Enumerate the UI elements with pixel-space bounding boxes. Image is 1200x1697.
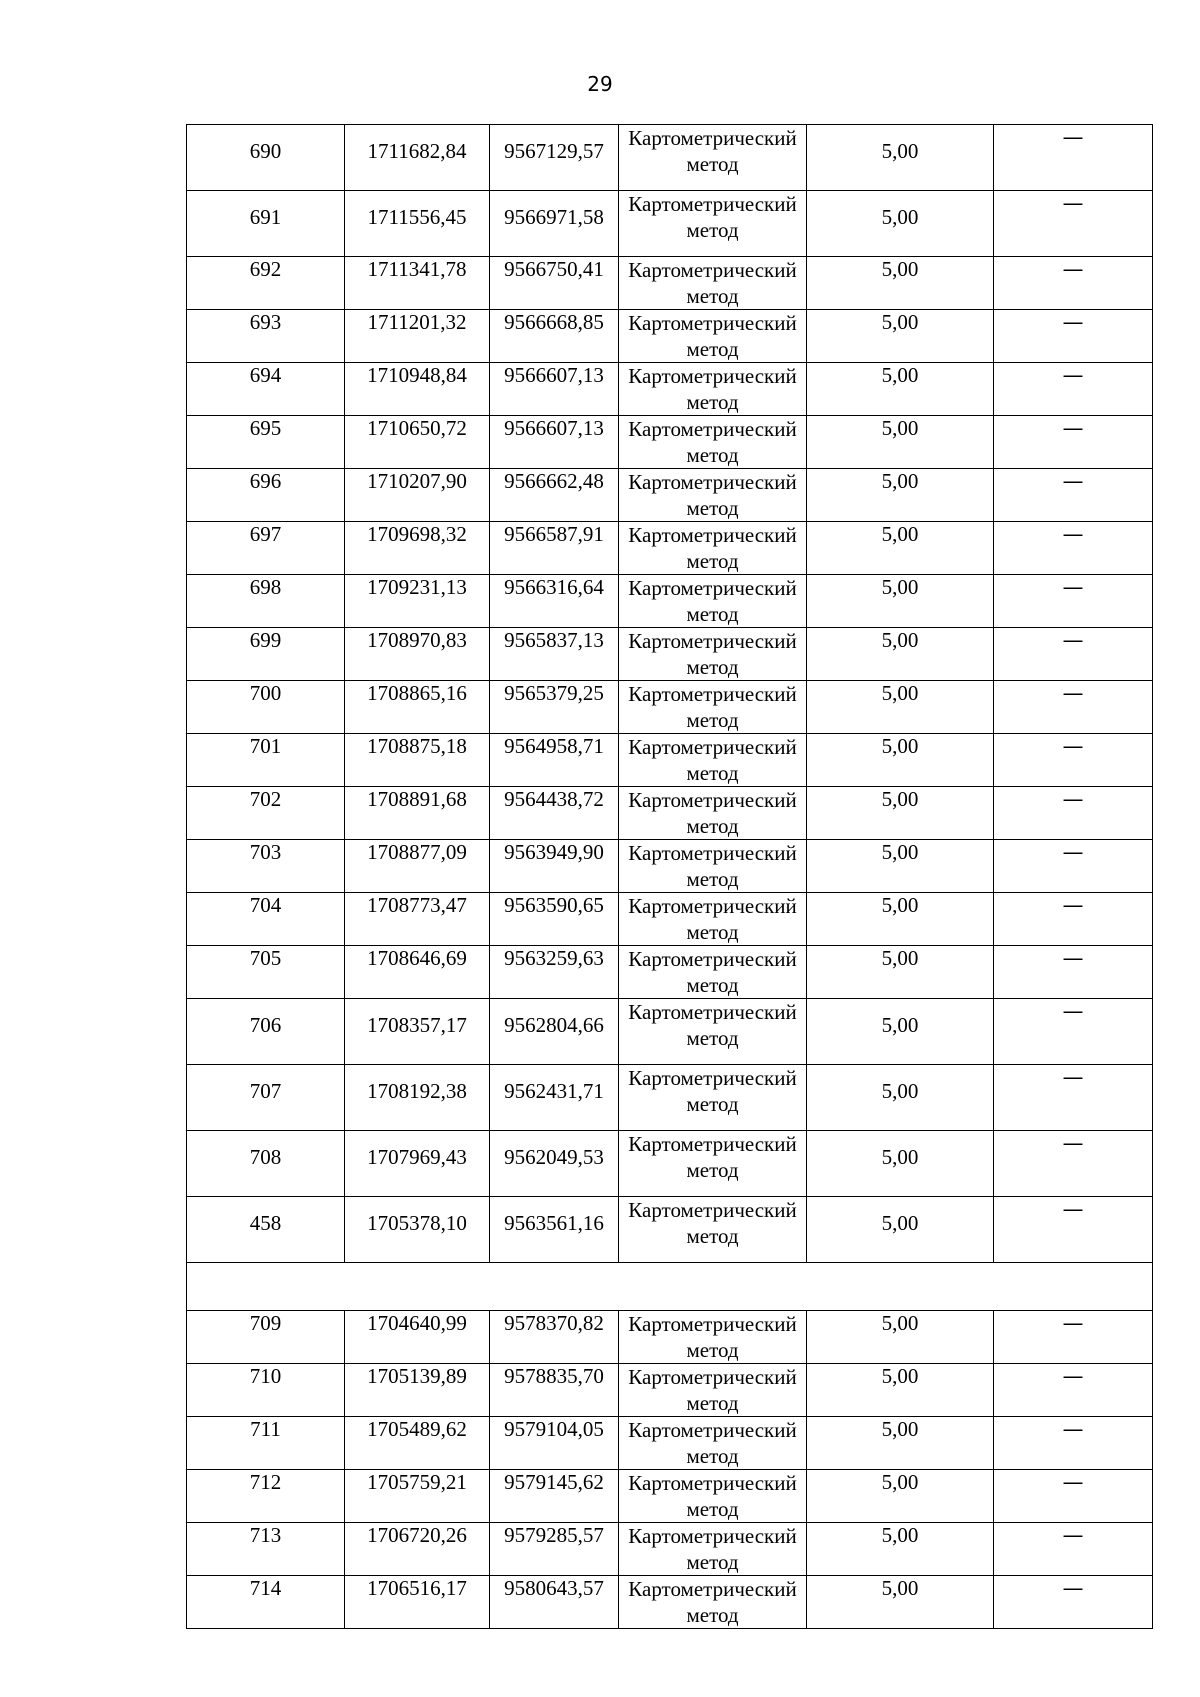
accuracy-cell: 5,00 [807,787,994,840]
method-cell: Картометрический метод [619,575,807,628]
note-cell: — [994,1417,1153,1470]
x-coordinate-cell: 1707969,43 [345,1131,490,1197]
x-coordinate-cell: 1709231,13 [345,575,490,628]
coordinates-table-body [187,125,1153,1629]
x-coordinate-cell: 1705489,62 [345,1417,490,1470]
point-number-cell: 699 [187,628,345,681]
y-coordinate-cell: 9563949,90 [490,840,619,893]
x-coordinate-cell: 1706720,26 [345,1523,490,1576]
table-row [187,1364,1153,1417]
x-coordinate-cell: 1708865,16 [345,681,490,734]
accuracy-cell: 5,00 [807,1065,994,1131]
method-cell: Картометрический метод [619,1523,807,1576]
table-row [187,787,1153,840]
note-cell: — [994,1311,1153,1364]
y-coordinate-cell: 9562049,53 [490,1131,619,1197]
x-coordinate-cell: 1710650,72 [345,416,490,469]
accuracy-cell: 5,00 [807,125,994,191]
accuracy-cell: 5,00 [807,575,994,628]
page-number: 29 [587,72,613,96]
note-cell: — [994,1470,1153,1523]
table-row [187,946,1153,999]
accuracy-cell: 5,00 [807,946,994,999]
y-coordinate-cell: 9566587,91 [490,522,619,575]
y-coordinate-cell: 9579104,05 [490,1417,619,1470]
y-coordinate-cell: 9579285,57 [490,1523,619,1576]
point-number-cell: 692 [187,257,345,310]
x-coordinate-cell: 1706516,17 [345,1576,490,1629]
accuracy-cell: 5,00 [807,310,994,363]
y-coordinate-cell: 9563561,16 [490,1197,619,1263]
method-cell: Картометрический метод [619,469,807,522]
accuracy-cell: 5,00 [807,1197,994,1263]
note-cell: — [994,999,1153,1065]
point-number-cell: 690 [187,125,345,191]
y-coordinate-cell: 9566607,13 [490,416,619,469]
table-row [187,257,1153,310]
y-coordinate-cell: 9563590,65 [490,893,619,946]
y-coordinate-cell: 9562804,66 [490,999,619,1065]
x-coordinate-cell: 1704640,99 [345,1311,490,1364]
point-number-cell: 711 [187,1417,345,1470]
method-cell: Картометрический метод [619,1417,807,1470]
table-row [187,734,1153,787]
note-cell: — [994,946,1153,999]
method-cell: Картометрический метод [619,1576,807,1629]
point-number-cell: 702 [187,787,345,840]
point-number-cell: 697 [187,522,345,575]
note-cell: — [994,734,1153,787]
table-row [187,191,1153,257]
x-coordinate-cell: 1708875,18 [345,734,490,787]
y-coordinate-cell: 9566750,41 [490,257,619,310]
table-row [187,893,1153,946]
y-coordinate-cell: 9566607,13 [490,363,619,416]
note-cell: — [994,1065,1153,1131]
x-coordinate-cell: 1708192,38 [345,1065,490,1131]
table-row [187,125,1153,191]
method-cell: Картометрический метод [619,416,807,469]
y-coordinate-cell: 9578835,70 [490,1364,619,1417]
note-cell: — [994,840,1153,893]
point-number-cell: 700 [187,681,345,734]
x-coordinate-cell: 1710207,90 [345,469,490,522]
note-cell: — [994,575,1153,628]
method-cell: Картометрический метод [619,946,807,999]
accuracy-cell: 5,00 [807,1311,994,1364]
y-coordinate-cell: 9566668,85 [490,310,619,363]
x-coordinate-cell: 1709698,32 [345,522,490,575]
accuracy-cell: 5,00 [807,1131,994,1197]
table-row [187,522,1153,575]
point-number-cell: 698 [187,575,345,628]
y-coordinate-cell: 9564438,72 [490,787,619,840]
x-coordinate-cell: 1711682,84 [345,125,490,191]
point-number-cell: 712 [187,1470,345,1523]
accuracy-cell: 5,00 [807,522,994,575]
y-coordinate-cell: 9562431,71 [490,1065,619,1131]
accuracy-cell: 5,00 [807,1576,994,1629]
x-coordinate-cell: 1708877,09 [345,840,490,893]
note-cell: — [994,125,1153,191]
accuracy-cell: 5,00 [807,681,994,734]
method-cell: Картометрический метод [619,787,807,840]
y-coordinate-cell: 9579145,62 [490,1470,619,1523]
note-cell: — [994,310,1153,363]
method-cell: Картометрический метод [619,191,807,257]
table-row [187,999,1153,1065]
point-number-cell: 710 [187,1364,345,1417]
y-coordinate-cell: 9566316,64 [490,575,619,628]
table-row [187,840,1153,893]
method-cell: Картометрический метод [619,363,807,416]
point-number-cell: 458 [187,1197,345,1263]
coordinates-table [186,124,1153,1629]
point-number-cell: 693 [187,310,345,363]
table-row [187,1197,1153,1263]
method-cell: Картометрический метод [619,840,807,893]
method-cell: Картометрический метод [619,999,807,1065]
method-cell: Картометрический метод [619,1364,807,1417]
table-row [187,1065,1153,1131]
point-number-cell: 707 [187,1065,345,1131]
table-row [187,1311,1153,1364]
separator-row [187,1263,1153,1311]
point-number-cell: 701 [187,734,345,787]
point-number-cell: 714 [187,1576,345,1629]
table-row [187,469,1153,522]
note-cell: — [994,628,1153,681]
point-number-cell: 691 [187,191,345,257]
note-cell: — [994,1523,1153,1576]
table-row [187,1470,1153,1523]
point-number-cell: 713 [187,1523,345,1576]
table-row [187,1417,1153,1470]
method-cell: Картометрический метод [619,1470,807,1523]
point-number-cell: 694 [187,363,345,416]
method-cell: Картометрический метод [619,893,807,946]
y-coordinate-cell: 9565379,25 [490,681,619,734]
x-coordinate-cell: 1708891,68 [345,787,490,840]
separator-cell [187,1263,1153,1311]
note-cell: — [994,1131,1153,1197]
y-coordinate-cell: 9578370,82 [490,1311,619,1364]
accuracy-cell: 5,00 [807,1470,994,1523]
table-row [187,363,1153,416]
method-cell: Картометрический метод [619,1065,807,1131]
x-coordinate-cell: 1705378,10 [345,1197,490,1263]
table-row [187,1576,1153,1629]
table-row [187,681,1153,734]
table-row [187,310,1153,363]
method-cell: Картометрический метод [619,522,807,575]
y-coordinate-cell: 9566971,58 [490,191,619,257]
method-cell: Картометрический метод [619,125,807,191]
accuracy-cell: 5,00 [807,628,994,681]
x-coordinate-cell: 1710948,84 [345,363,490,416]
table-row [187,575,1153,628]
note-cell: — [994,1197,1153,1263]
accuracy-cell: 5,00 [807,363,994,416]
accuracy-cell: 5,00 [807,1417,994,1470]
x-coordinate-cell: 1705139,89 [345,1364,490,1417]
note-cell: — [994,1364,1153,1417]
x-coordinate-cell: 1711556,45 [345,191,490,257]
method-cell: Картометрический метод [619,1311,807,1364]
point-number-cell: 706 [187,999,345,1065]
accuracy-cell: 5,00 [807,893,994,946]
point-number-cell: 704 [187,893,345,946]
table-row [187,416,1153,469]
x-coordinate-cell: 1711201,32 [345,310,490,363]
accuracy-cell: 5,00 [807,1523,994,1576]
accuracy-cell: 5,00 [807,840,994,893]
accuracy-cell: 5,00 [807,191,994,257]
note-cell: — [994,522,1153,575]
point-number-cell: 705 [187,946,345,999]
point-number-cell: 703 [187,840,345,893]
accuracy-cell: 5,00 [807,469,994,522]
point-number-cell: 695 [187,416,345,469]
y-coordinate-cell: 9565837,13 [490,628,619,681]
accuracy-cell: 5,00 [807,999,994,1065]
point-number-cell: 696 [187,469,345,522]
note-cell: — [994,893,1153,946]
x-coordinate-cell: 1708357,17 [345,999,490,1065]
table-row [187,628,1153,681]
table-row [187,1131,1153,1197]
note-cell: — [994,787,1153,840]
method-cell: Картометрический метод [619,1197,807,1263]
accuracy-cell: 5,00 [807,1364,994,1417]
note-cell: — [994,681,1153,734]
note-cell: — [994,191,1153,257]
accuracy-cell: 5,00 [807,416,994,469]
x-coordinate-cell: 1708773,47 [345,893,490,946]
x-coordinate-cell: 1711341,78 [345,257,490,310]
table-row [187,1523,1153,1576]
note-cell: — [994,416,1153,469]
accuracy-cell: 5,00 [807,257,994,310]
y-coordinate-cell: 9567129,57 [490,125,619,191]
method-cell: Картометрический метод [619,734,807,787]
note-cell: — [994,363,1153,416]
method-cell: Картометрический метод [619,257,807,310]
point-number-cell: 709 [187,1311,345,1364]
method-cell: Картометрический метод [619,628,807,681]
x-coordinate-cell: 1708646,69 [345,946,490,999]
note-cell: — [994,469,1153,522]
note-cell: — [994,1576,1153,1629]
method-cell: Картометрический метод [619,1131,807,1197]
method-cell: Картометрический метод [619,681,807,734]
method-cell: Картометрический метод [619,310,807,363]
accuracy-cell: 5,00 [807,734,994,787]
y-coordinate-cell: 9563259,63 [490,946,619,999]
y-coordinate-cell: 9566662,48 [490,469,619,522]
note-cell: — [994,257,1153,310]
x-coordinate-cell: 1705759,21 [345,1470,490,1523]
x-coordinate-cell: 1708970,83 [345,628,490,681]
point-number-cell: 708 [187,1131,345,1197]
y-coordinate-cell: 9580643,57 [490,1576,619,1629]
y-coordinate-cell: 9564958,71 [490,734,619,787]
